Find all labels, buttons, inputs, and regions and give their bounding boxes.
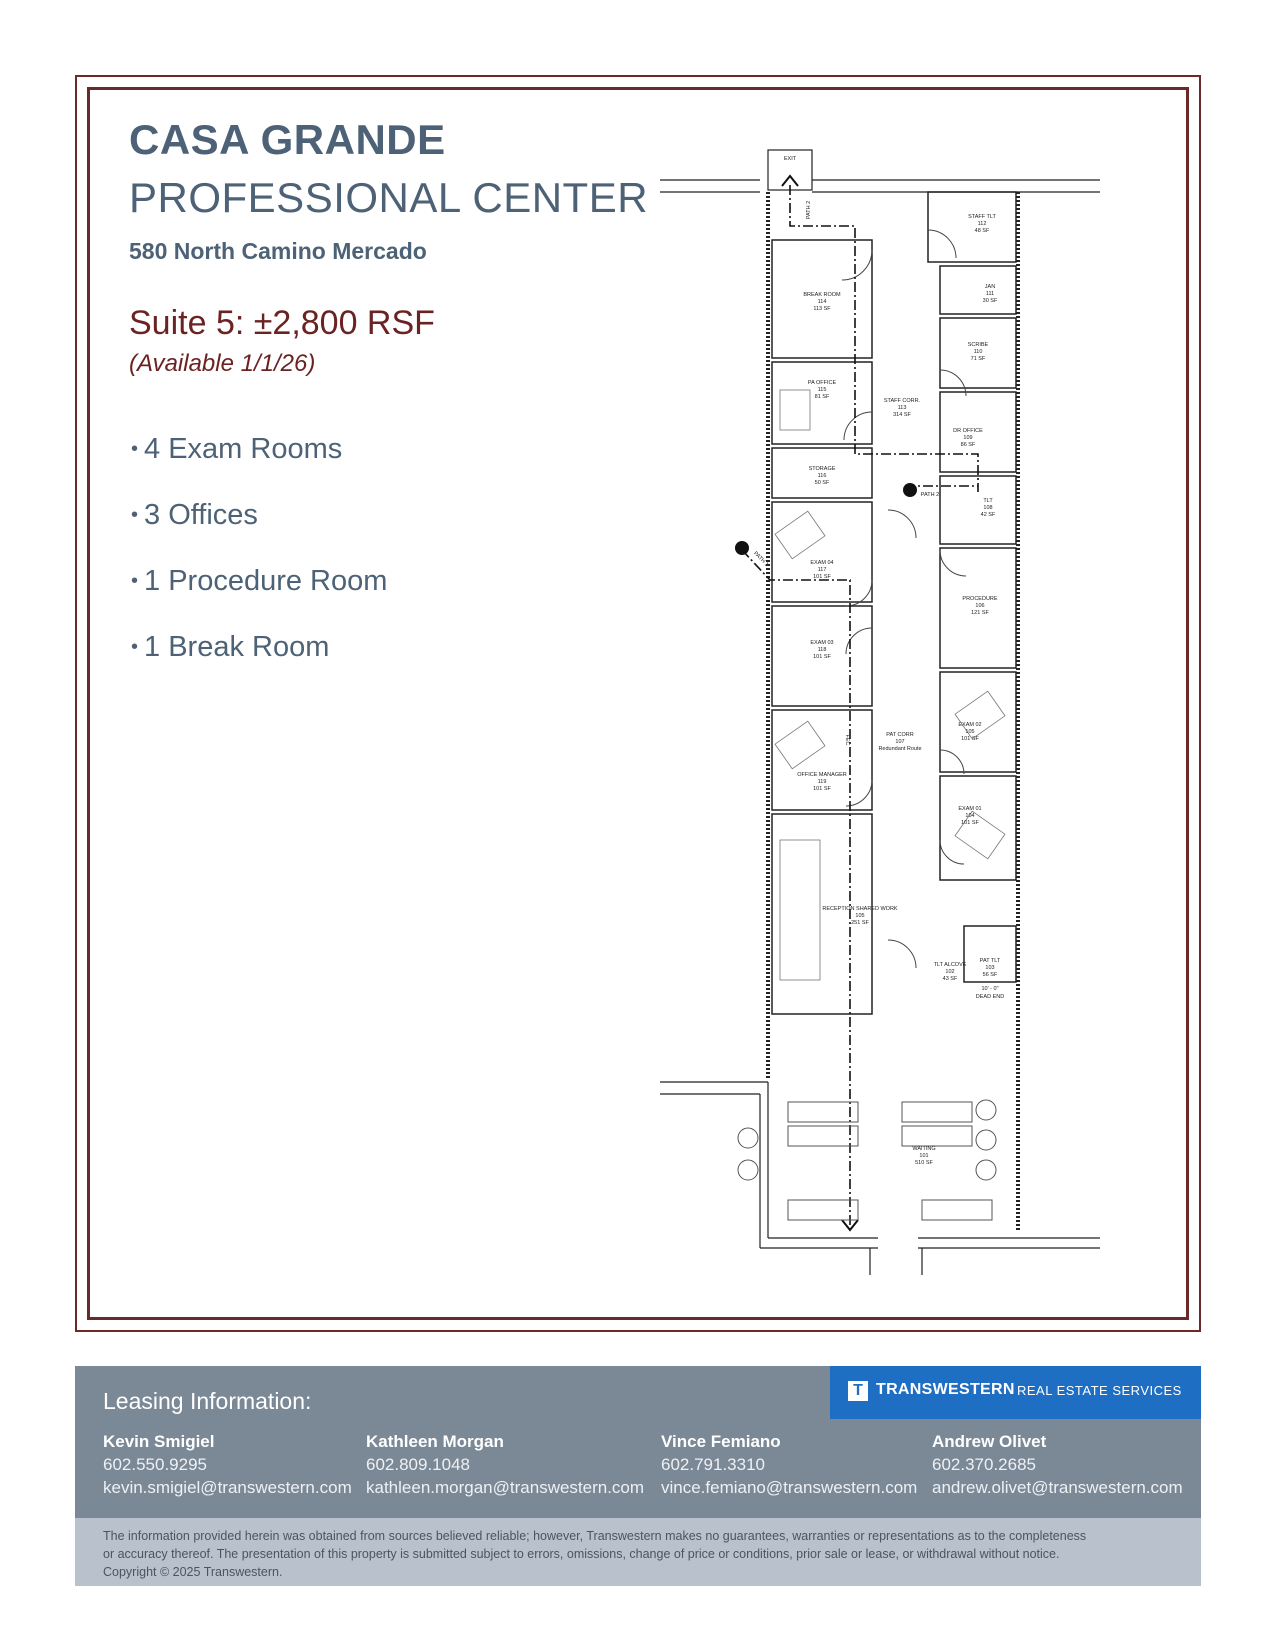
room-label: RECEPTION SHARED WORK: [822, 906, 898, 912]
room-area: 101 SF: [961, 736, 979, 742]
room-label: EXAM 02: [958, 722, 982, 728]
room-label: PAT TLT: [979, 958, 1001, 964]
room-number: 108: [983, 505, 993, 511]
path1-label: PATH 1: [752, 550, 770, 568]
room-area: 101 SF: [813, 574, 831, 580]
room-label: OFFICE MANAGER: [797, 772, 847, 778]
room-area: 56 SF: [982, 972, 998, 978]
room-area: 510 SF: [915, 1160, 933, 1166]
room-area: 81 SF: [814, 394, 830, 400]
room-label: TLT: [983, 498, 993, 504]
floor-plan: [660, 140, 1100, 1280]
room-label: TLT ALCOVE: [933, 962, 967, 968]
room-number: 111: [985, 291, 995, 297]
room-label: EXAM 04: [810, 560, 834, 566]
room-area: 86 SF: [960, 442, 976, 448]
room-area: 71 SF: [970, 356, 986, 362]
room-area: 48 SF: [974, 228, 990, 234]
room-number: 110: [973, 349, 983, 355]
feature-item: • 1 Procedure Room: [131, 565, 388, 597]
fec-label: FEC: [844, 734, 850, 746]
room-number: 117: [817, 567, 827, 573]
room-label: EXAM 03: [810, 640, 834, 646]
room-number: 106: [975, 603, 985, 609]
room-label: STORAGE: [808, 466, 836, 472]
room-number: 115: [817, 387, 827, 393]
contact-card: [932, 1430, 1183, 1499]
brand-tagline: REAL ESTATE SERVICES: [1017, 1383, 1182, 1398]
disclaimer: [75, 1518, 1201, 1586]
room-area: Redundant Route: [878, 746, 922, 752]
room-area: 101 SF: [813, 654, 831, 660]
dead-end-dim: 10' - 0": [981, 986, 999, 992]
room-number: 113: [897, 405, 907, 411]
brand-banner: [830, 1366, 1201, 1419]
contact-phone[interactable]: 602.809.1048: [366, 1455, 470, 1474]
room-label: WAITING: [912, 1146, 936, 1152]
path2-label: PATH 2: [806, 200, 812, 220]
room-label: BREAK ROOM: [803, 292, 841, 298]
room-area: 101 SF: [813, 786, 831, 792]
brand-name: TRANSWESTERN: [876, 1381, 1015, 1398]
contact-card: [366, 1430, 644, 1499]
room-number: 107: [895, 739, 905, 745]
suite-availability: (Available 1/1/26): [129, 350, 316, 377]
room-label: JAN: [984, 284, 996, 290]
leasing-heading: Leasing Information:: [103, 1388, 312, 1414]
room-label: STAFF TLT: [968, 214, 996, 220]
room-area: 30 SF: [982, 298, 998, 304]
room-label: PA OFFICE: [807, 380, 837, 386]
contact-phone[interactable]: 602.791.3310: [661, 1455, 765, 1474]
room-number: 105: [965, 729, 975, 735]
property-subtitle: PROFESSIONAL CENTER: [129, 174, 649, 221]
contact-name: Andrew Olivet: [932, 1432, 1047, 1451]
copyright: Copyright © 2025 Transwestern.: [103, 1565, 283, 1579]
room-label: STAFF CORR.: [883, 398, 921, 404]
room-label: EXAM 01: [958, 806, 982, 812]
room-label: PAT CORR: [886, 732, 914, 738]
transwestern-logo-icon: T: [848, 1381, 868, 1401]
suite-title: Suite 5: ±2,800 RSF: [129, 304, 435, 342]
path2b-label: PATH 2: [920, 492, 940, 498]
contact-card: [103, 1430, 352, 1499]
room-number: 102: [945, 969, 955, 975]
contact-name: Kathleen Morgan: [366, 1432, 504, 1451]
room-label: DR OFFICE: [953, 428, 983, 434]
disclaimer-line: The information provided herein was obtained from sources believed reliable; however, Transwestern makes no guarantees, warranties or representations as to the completeness: [103, 1529, 1087, 1543]
room-area: 101 SF: [961, 820, 979, 826]
feature-item: • 1 Break Room: [131, 631, 330, 663]
contact-email[interactable]: andrew.olivet@transwestern.com: [932, 1478, 1183, 1497]
feature-item: • 3 Offices: [131, 499, 258, 531]
feature-list: [131, 432, 387, 696]
room-label: PROCEDURE: [962, 596, 998, 602]
room-area: 50 SF: [814, 480, 830, 486]
room-number: 112: [977, 221, 987, 227]
room-number: 116: [817, 473, 827, 479]
contact-name: Vince Femiano: [661, 1432, 781, 1451]
feature-item: • 4 Exam Rooms: [131, 433, 343, 465]
room-area: 113 SF: [813, 306, 831, 312]
room-number: 104: [965, 813, 975, 819]
disclaimer-line: or accuracy thereof. The presentation of this property is submitted subject to errors, omissions, change of price or conditions, prior sale or lease, or withdrawal without notice.: [103, 1547, 1060, 1561]
exit-label: EXIT: [783, 156, 797, 162]
contact-card: [661, 1430, 917, 1499]
property-title: CASA GRANDE: [129, 116, 446, 163]
contact-phone[interactable]: 602.550.9295: [103, 1455, 207, 1474]
property-address: 580 North Camino Mercado: [129, 238, 427, 264]
contact-email[interactable]: kathleen.morgan@transwestern.com: [366, 1478, 645, 1497]
room-number: 119: [817, 779, 827, 785]
contact-name: Kevin Smigiel: [103, 1432, 215, 1451]
room-number: 105: [855, 913, 865, 919]
room-number: 103: [985, 965, 995, 971]
room-area: 251 SF: [851, 920, 869, 926]
contact-phone[interactable]: 602.370.2685: [932, 1455, 1036, 1474]
contact-email[interactable]: vince.femiano@transwestern.com: [661, 1478, 918, 1497]
room-area: 314 SF: [893, 412, 911, 418]
room-label: SCRIBE: [967, 342, 989, 348]
room-number: 101: [919, 1153, 929, 1159]
room-number: 118: [817, 647, 827, 653]
room-area: 43 SF: [942, 976, 958, 982]
room-number: 109: [963, 435, 973, 441]
room-number: 114: [817, 299, 827, 305]
room-area: 42 SF: [980, 512, 996, 518]
dead-end-label: DEAD END: [975, 994, 1005, 1000]
contact-email[interactable]: kevin.smigiel@transwestern.com: [103, 1478, 352, 1497]
room-area: 121 SF: [971, 610, 989, 616]
